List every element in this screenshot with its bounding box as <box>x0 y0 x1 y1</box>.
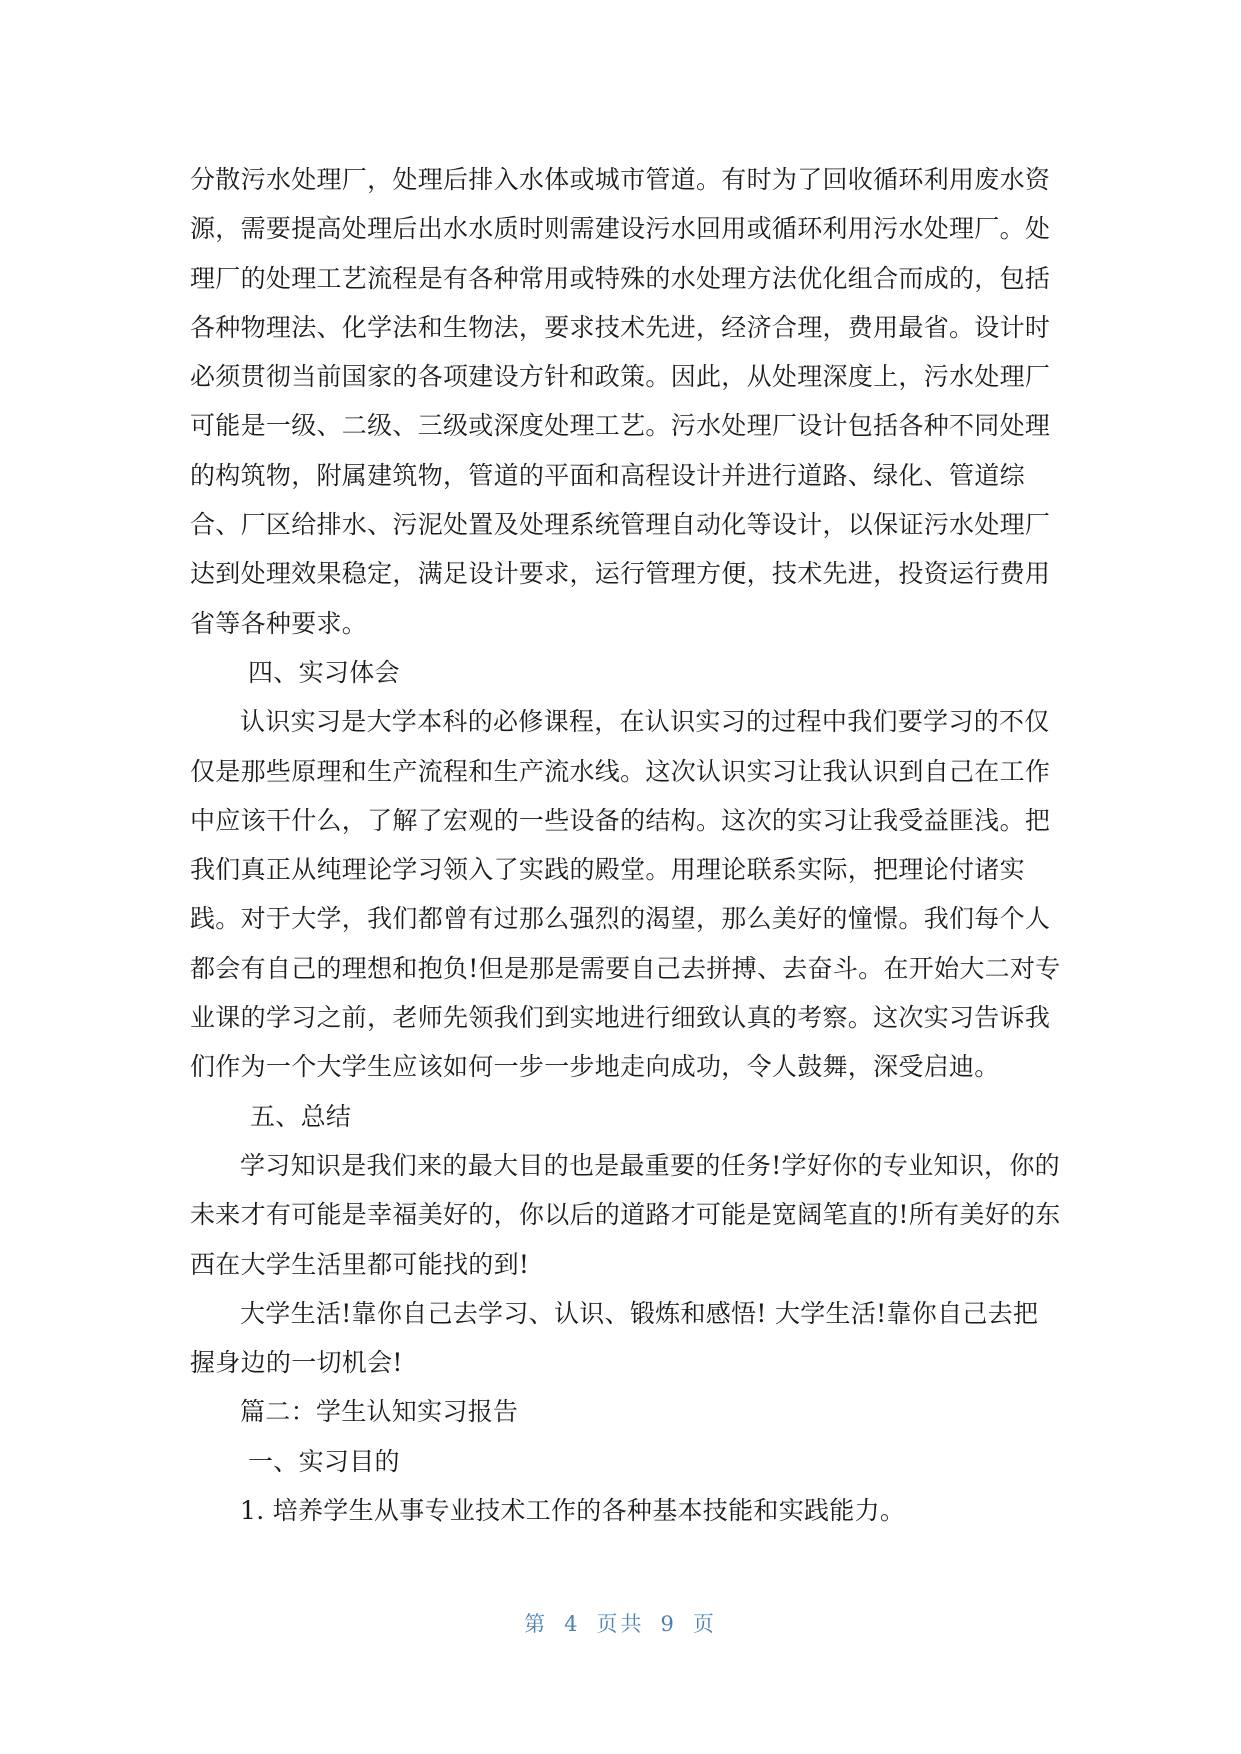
text-line: 中应该干什么，了解了宏观的一些设备的结构。这次的实习让我受益匪浅。把 <box>190 805 1051 835</box>
text-line: 都会有自己的理想和抱负!但是那是需要自己去拼搏、去奋斗。在开始大二对专 <box>190 953 1061 983</box>
text-line: 源，需要提高处理后出水水质时则需建设污水回用或循环利用污水处理厂。处 <box>190 214 1051 244</box>
text-line: 未来才有可能是幸福美好的，你以后的道路才可能是宽阔笔直的!所有美好的东 <box>190 1200 1061 1230</box>
text-line: 省等各种要求。 <box>190 608 368 638</box>
text-line: 握身边的一切机会! <box>190 1348 403 1378</box>
report-section-title: 篇二：学生认知实习报告 <box>240 1397 519 1427</box>
footer-label-ye-gong: 页共 <box>596 1612 645 1636</box>
footer-page-number: 4 <box>564 1612 581 1636</box>
footer-label-ye: 页 <box>692 1612 717 1636</box>
text-line: 合、厂区给排水、污泥处置及处理系统管理自动化等设计，以保证污水处理厂 <box>190 510 1051 540</box>
text-line: 可能是一级、二级、三级或深度处理工艺。污水处理厂设计包括各种不同处理 <box>190 411 1051 441</box>
page-body <box>190 155 1061 1535</box>
paragraph-summary <box>190 1141 1061 1289</box>
text-line: 必须贯彻当前国家的各项建设方针和政策。因此，从处理深度上，污水处理厂 <box>190 362 1051 392</box>
text-line: 们作为一个大学生应该如何一步一步地走向成功，令人鼓舞，深受启迪。 <box>190 1052 1000 1082</box>
text-line: 各种物理法、化学法和生物法，要求技术先进，经济合理，费用最省。设计时 <box>190 312 1051 342</box>
section-heading-purpose: 一、实习目的 <box>248 1446 400 1476</box>
text-line: 西在大学生活里都可能找的到! <box>190 1249 530 1279</box>
text-line: 业课的学习之前，老师先领我们到实地进行细致认真的考察。这次实习告诉我 <box>190 1003 1051 1033</box>
footer-label-di: 第 <box>524 1612 549 1636</box>
paragraph-college-life <box>190 1289 1050 1388</box>
text-line: 仅是那些原理和生产流程和生产流水线。这次认识实习让我认识到自己在工作 <box>190 756 1051 786</box>
text-line: 学习知识是我们来的最大目的也是最重要的任务!学好你的专业知识，你的 <box>240 1150 1060 1180</box>
text-line: 认识实习是大学本科的必修课程，在认识实习的过程中我们要学习的不仅 <box>240 707 1050 737</box>
paragraph-experience <box>190 697 1061 1091</box>
text-line: 大学生活!靠你自己去学习、认识、锻炼和感悟! 大学生活!靠你自己去把 <box>240 1298 1039 1328</box>
text-line: 我们真正从纯理论学习领入了实践的殿堂。用理论联系实际，把理论付诸实 <box>190 855 1025 885</box>
footer-total-pages: 9 <box>660 1612 677 1636</box>
paragraph-treatment-plant <box>190 155 1050 648</box>
text-line: 分散污水处理厂，处理后排入水体或城市管道。有时为了回收循环利用废水资 <box>190 165 1051 194</box>
text-line: 的构筑物，附属建筑物，管道的平面和高程设计并进行道路、绿化、管道综 <box>190 460 1025 490</box>
page-footer <box>0 1608 1241 1638</box>
text-line: 理厂的处理工艺流程是有各种常用或特殊的水处理方法优化组合而成的，包括 <box>190 263 1051 293</box>
section-heading-experience: 四、实习体会 <box>248 657 400 687</box>
section-heading-summary: 五、总结 <box>250 1101 352 1131</box>
list-item: 1. 培养学生从事专业技术工作的各种基本技能和实践能力。 <box>240 1496 906 1526</box>
text-line: 践。对于大学，我们都曾有过那么强烈的渴望，那么美好的憧憬。我们每个人 <box>190 904 1051 934</box>
text-line: 达到处理效果稳定，满足设计要求，运行管理方便，技术先进，投资运行费用 <box>190 559 1051 589</box>
